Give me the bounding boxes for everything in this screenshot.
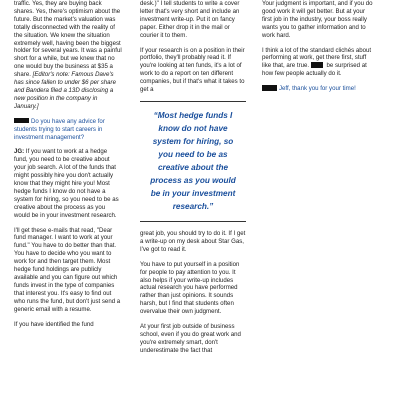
paragraph: You have to put yourself in a position for people to pay attention to you. It also helps if your write-up includes actual research you have performed rather than just opinions. It sounds harsh, but I find that students often overvalue their own judgment. bbox=[140, 260, 240, 316]
paragraph: If your research is on a position in their portfolio, they'll probably read it. If you're looking at ten funds, it's a lot of work to do a report on ten different companies, but if that's what it takes to get a bbox=[140, 46, 245, 94]
pull-quote: “Most hedge funds I know do not have system for hiring, so you need to be as creative about the process as you would be in your investment research.” bbox=[140, 101, 246, 222]
paragraph-text: be surprised at how few people actually do it. bbox=[262, 62, 367, 78]
interview-question bbox=[14, 118, 122, 142]
paragraph: If you have identified the fund bbox=[14, 320, 94, 328]
column-3 bbox=[262, 0, 374, 100]
question-text: Do you have any advice for students trying to start careers in investment management? bbox=[14, 117, 105, 141]
paragraph: At your first job outside of business school, even if you do great work and you're extremely smart, don't underestimate the fact that bbox=[140, 323, 241, 354]
redacted-name bbox=[311, 62, 323, 68]
paragraph bbox=[14, 0, 122, 111]
redacted-name bbox=[14, 118, 29, 124]
editor-note: [Editor's note: Famous Dave's has since fallen to under $6 per share and Bandera filed a 13D disclosing a new position in the company in January.] bbox=[14, 71, 116, 110]
paragraph: great job, you should try to do it. If I get a write-up on my desk about Star Gas, I've got to read it. bbox=[140, 229, 246, 253]
column-1 bbox=[14, 0, 122, 335]
answer-text: If you want to work at a hedge fund, you need to be creative about your job search. A lot of the funds that might possibly hire you don't actually know that they might hire you! Most hedge funds I know do not have a system for hiring, so you need to be as creative about the process as you would be in your investment research. bbox=[14, 148, 119, 219]
paragraph-text: I think a lot of the standard clichés about performing at work, get there first, stuff like that, are true. bbox=[262, 46, 372, 70]
redacted-name bbox=[262, 85, 277, 91]
paragraph: I'll get these e-mails that read, "Dear fund manager. I want to work at your fund." You have to do better than that. You have to decide who you want to work for and then target them. Most hedge fund holdings are publicly available and you can figure out which funds invest in the type of companies that interest you. It's easy to find out who runs the fund, but don't just send a generic email with a resume. bbox=[14, 226, 121, 313]
paragraph: Your judgment is important, and if you do good work it will get better. But at your first job in the industry, your boss really wants you to gather information and to work hard. bbox=[262, 0, 373, 39]
paragraph: desk.)" I tell students to write a cover letter that's very short and include an investment write-up. Put it on fancy paper. Either drop it in the mail or courier it to them. bbox=[140, 0, 240, 39]
speaker-label: JG: bbox=[14, 148, 25, 156]
interview-answer bbox=[14, 148, 122, 219]
column-2 bbox=[140, 0, 246, 362]
closing-remark bbox=[262, 85, 374, 93]
paragraph-text: traffic. Yes, they are buying back shares. Yes, there's optimism about the future. But the market's valuation was totally disconnected with the reality of the situation. We knew the situation extremely well, having been the biggest holder for several years. It was a painful short for a while, but we knew that no one would buy the business at $35 a share. bbox=[14, 0, 122, 79]
paragraph bbox=[262, 47, 374, 79]
closing-text: Jeff, thank you for your time! bbox=[279, 85, 356, 93]
